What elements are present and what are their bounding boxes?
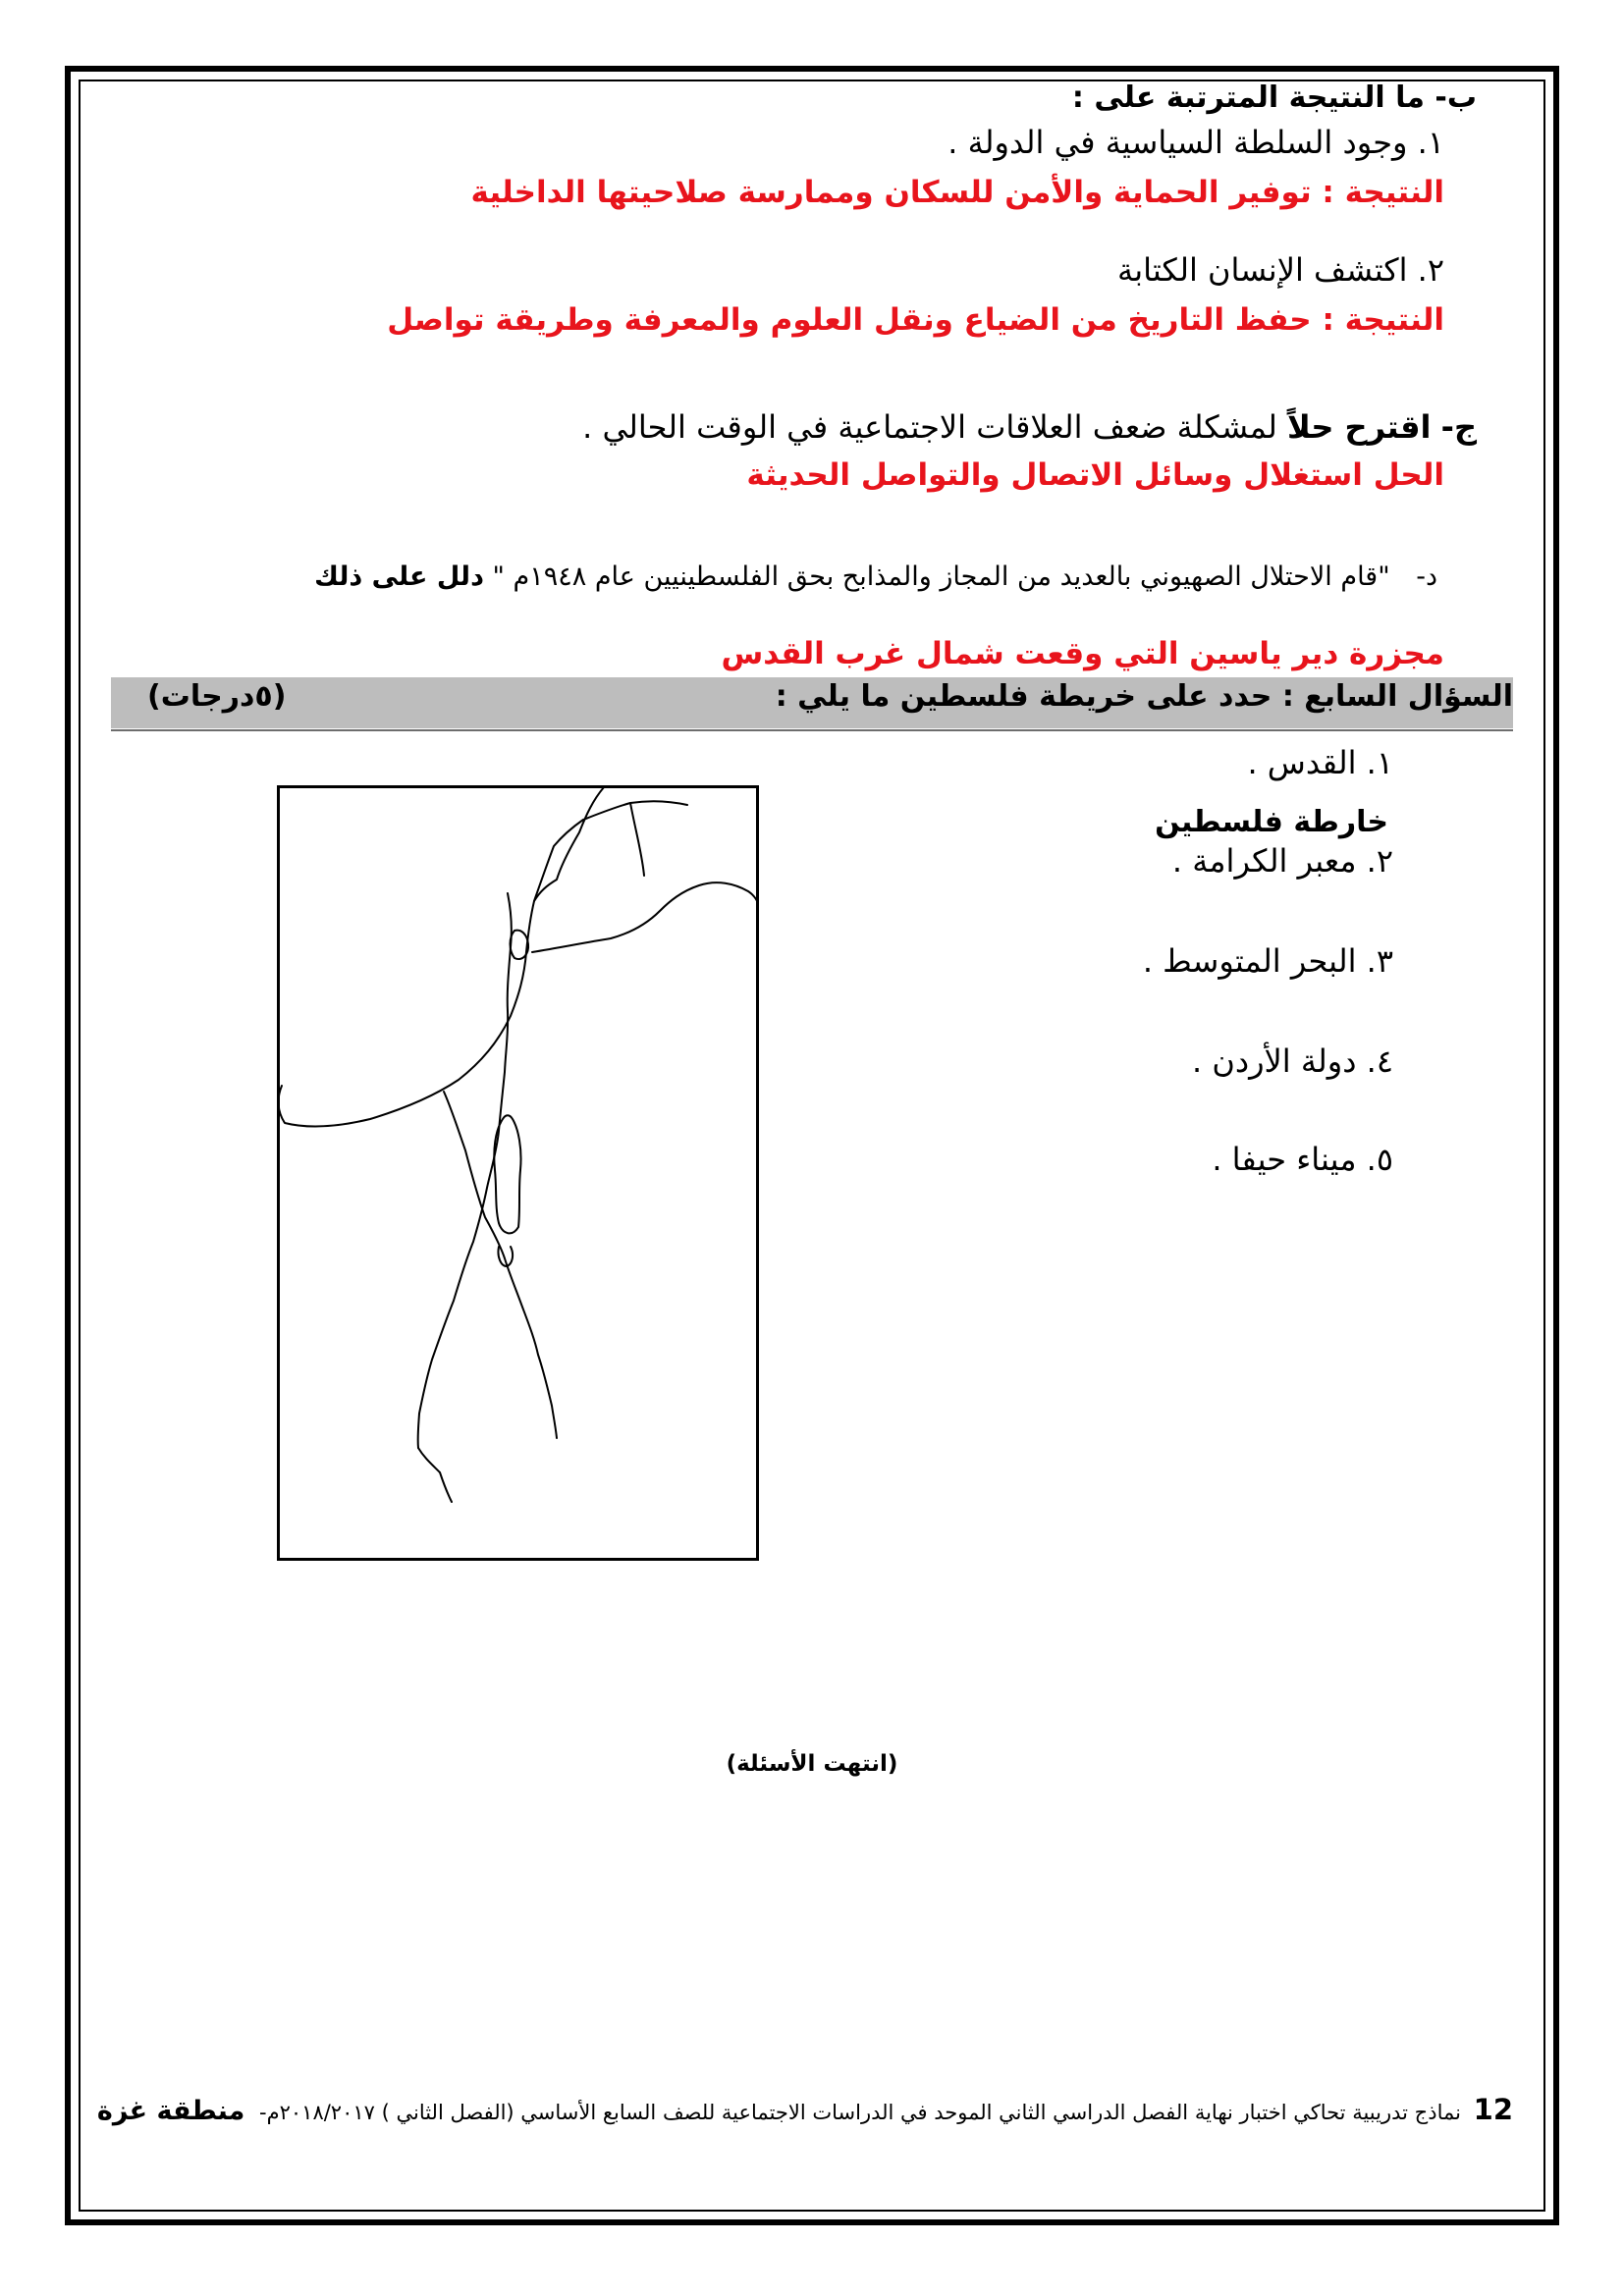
part-c-answer: الحل استغلال وسائل الاتصال والتواصل الحديثة (746, 457, 1444, 493)
question-7-grade: (٥درجات) (147, 679, 287, 714)
part-d-quote: "قام الاحتلال الصهيوني بالعديد من المجاز والمذابح بحق الفلسطينيين عام ١٩٤٨م " (492, 561, 1390, 592)
part-d-question (314, 561, 1437, 592)
page-number: 12 (1473, 2093, 1513, 2126)
part-b-answer-1: النتيجة : توفير الحماية والأمن للسكان وممارسة صلاحيتها الداخلية (470, 175, 1444, 210)
page-footer (97, 2093, 1513, 2126)
footer-region: منطقة غزة (96, 2096, 245, 2126)
part-c-text: لمشكلة ضعف العلاقات الاجتماعية في الوقت الحالي . (582, 408, 1277, 446)
band-divider (111, 729, 1513, 731)
part-d-instruction: دلل على ذلك (314, 561, 484, 592)
q7-item-1: ١. القدس . (1247, 744, 1393, 781)
part-d-label: د- (1416, 561, 1437, 592)
part-c-question (582, 408, 1477, 446)
palestine-map-outline (277, 785, 759, 1561)
end-of-questions-note: (انتهت الأسئلة) (726, 1751, 898, 1777)
q7-item-5: ٥. ميناء حيفا . (1212, 1141, 1393, 1178)
part-c-verb: اقترح حلاً (1287, 408, 1432, 446)
q7-item-3: ٣. البحر المتوسط . (1142, 942, 1393, 980)
part-d-answer: مجزرة دير ياسين التي وقعت شمال غرب القدس (721, 636, 1444, 671)
q7-item-2: ٢. معبر الكرامة . (1171, 842, 1393, 880)
part-b-answer-2: النتيجة : حفظ التاريخ من الضياع ونقل العلوم والمعرفة وطريقة تواصل (387, 302, 1444, 338)
footer-text: نماذج تدريبية تحاكي اختبار نهاية الفصل الدراسي الثاني الموحد في الدراسات الاجتماعية للصف السابع الأساسي (الفصل الثاني ) ٢٠١٨/٢٠١٧م- (259, 2101, 1461, 2124)
part-b-item-1: ١. وجود السلطة السياسية في الدولة . (947, 124, 1444, 161)
part-b-item-2: ٢. اكتشف الإنسان الكتابة (1117, 251, 1444, 289)
part-b-heading: ب- ما النتيجة المترتبة على : (1071, 80, 1477, 115)
map-title: خارطة فلسطين (1155, 805, 1388, 839)
q7-item-4: ٤. دولة الأردن . (1192, 1042, 1393, 1080)
question-7-title: السؤال السابع : حدد على خريطة فلسطين ما يلي : (775, 679, 1513, 714)
part-c-label: ج- (1440, 408, 1477, 446)
